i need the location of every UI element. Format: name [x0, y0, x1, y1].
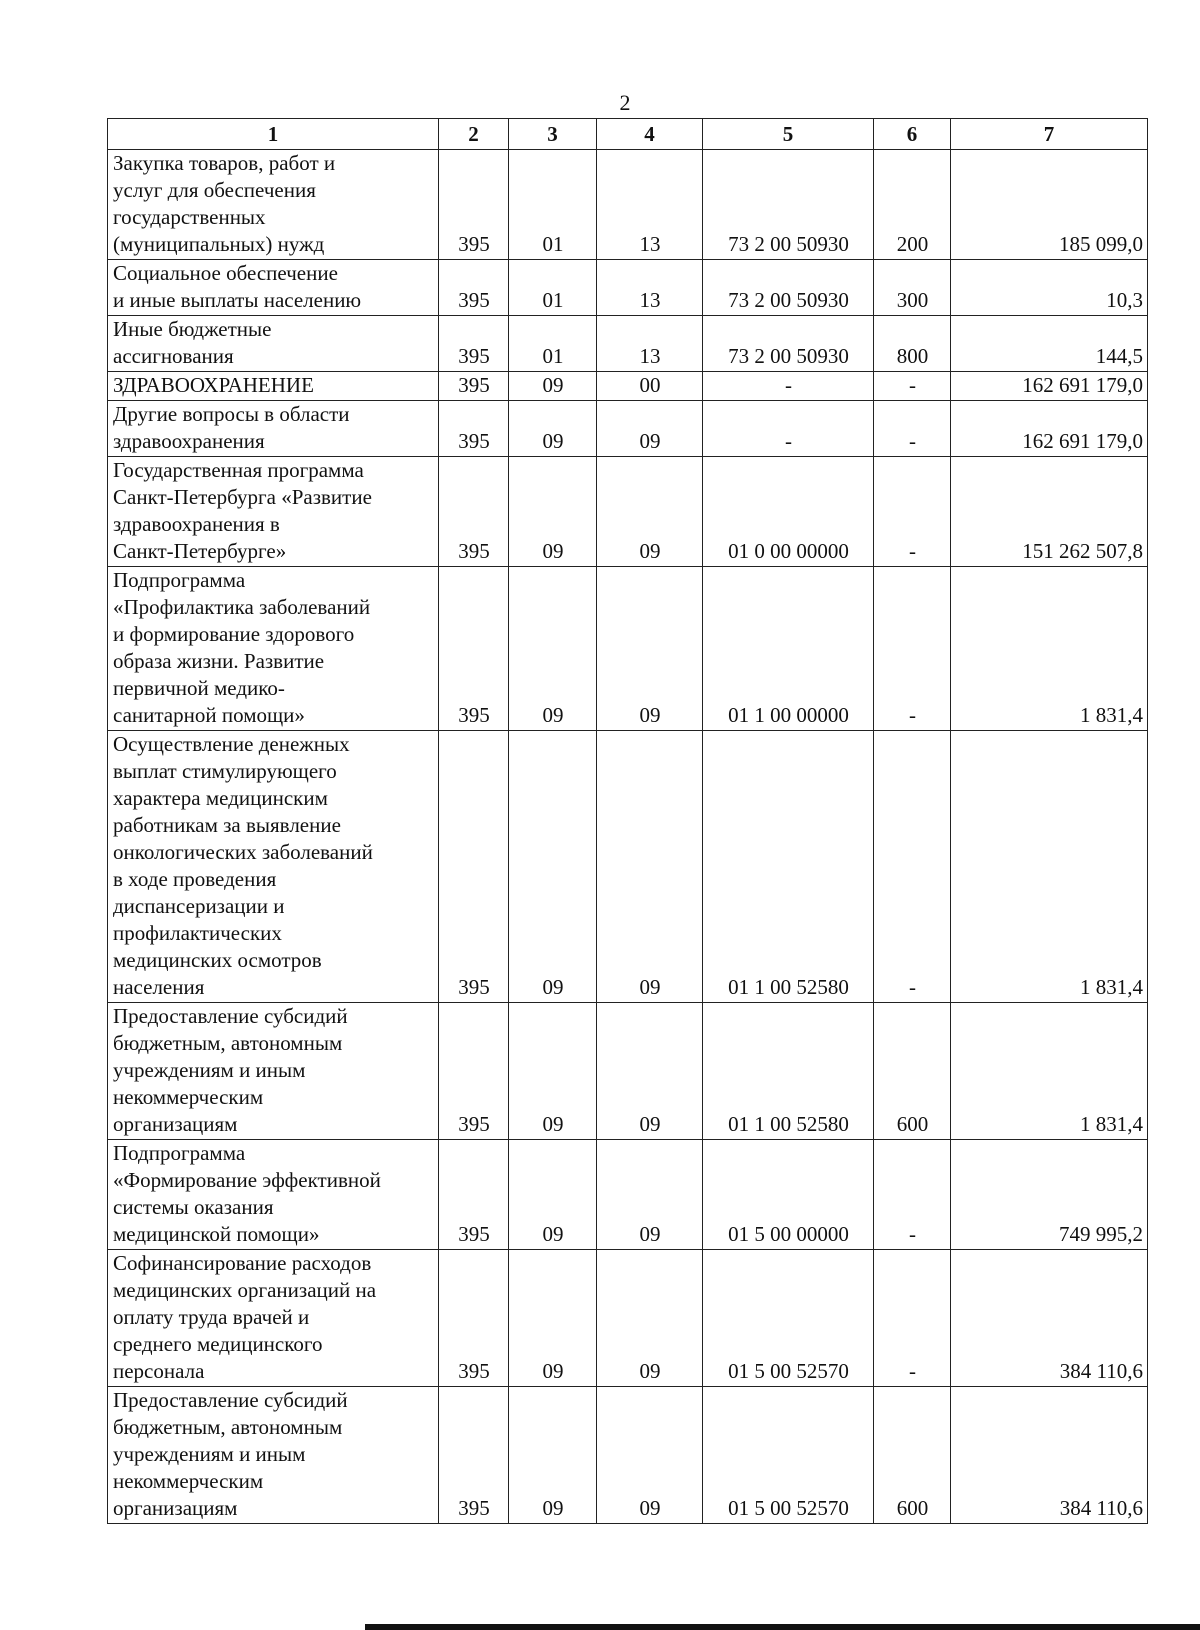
header-cell: 4	[597, 119, 703, 150]
target-article-cell: 01 5 00 52570	[703, 1387, 874, 1524]
section-code-cell: 09	[509, 1003, 597, 1140]
item-name-cell: Предоставление субсидий бюджетным, автономным учреждениям и иным некоммерческим организациям	[108, 1003, 439, 1140]
subsection-code-cell: 09	[597, 457, 703, 567]
chapter-code-cell: 395	[439, 260, 509, 316]
section-code-cell: 09	[509, 567, 597, 731]
expense-type-cell: -	[874, 401, 951, 457]
chapter-code-cell: 395	[439, 1140, 509, 1250]
subsection-code-cell: 09	[597, 1387, 703, 1524]
expense-type-cell: -	[874, 567, 951, 731]
amount-cell: 749 995,2	[951, 1140, 1148, 1250]
chapter-code-cell: 395	[439, 1250, 509, 1387]
item-name-cell: Социальное обеспечение и иные выплаты населению	[108, 260, 439, 316]
section-code-cell: 01	[509, 316, 597, 372]
section-code-cell: 09	[509, 1250, 597, 1387]
chapter-code-cell: 395	[439, 150, 509, 260]
table-row	[108, 1250, 1148, 1387]
header-cell: 3	[509, 119, 597, 150]
table-row	[108, 260, 1148, 316]
budget-table	[107, 118, 1148, 1524]
expense-type-cell: -	[874, 1250, 951, 1387]
subsection-code-cell: 00	[597, 372, 703, 401]
table-row	[108, 316, 1148, 372]
target-article-cell: 01 1 00 00000	[703, 567, 874, 731]
table-row	[108, 1003, 1148, 1140]
item-name-cell: Подпрограмма «Профилактика заболеваний и формирование здорового образа жизни. Развитие первичной медико- санитарной помощи»	[108, 567, 439, 731]
table-row	[108, 150, 1148, 260]
section-code-cell: 09	[509, 372, 597, 401]
table-row	[108, 401, 1148, 457]
amount-cell: 162 691 179,0	[951, 401, 1148, 457]
expense-type-cell: -	[874, 731, 951, 1003]
item-name-cell: Софинансирование расходов медицинских организаций на оплату труда врачей и среднего медицинского персонала	[108, 1250, 439, 1387]
header-cell: 7	[951, 119, 1148, 150]
chapter-code-cell: 395	[439, 1387, 509, 1524]
table-row	[108, 731, 1148, 1003]
section-code-cell: 09	[509, 401, 597, 457]
header-cell: 6	[874, 119, 951, 150]
target-article-cell: 01 1 00 52580	[703, 1003, 874, 1140]
expense-type-cell: -	[874, 372, 951, 401]
expense-type-cell: 600	[874, 1387, 951, 1524]
target-article-cell: 73 2 00 50930	[703, 260, 874, 316]
subsection-code-cell: 09	[597, 731, 703, 1003]
chapter-code-cell: 395	[439, 731, 509, 1003]
section-code-cell: 01	[509, 150, 597, 260]
amount-cell: 384 110,6	[951, 1250, 1148, 1387]
amount-cell: 151 262 507,8	[951, 457, 1148, 567]
page-number: 2	[619, 90, 631, 115]
amount-cell: 185 099,0	[951, 150, 1148, 260]
item-name-cell: Государственная программа Санкт-Петербурга «Развитие здравоохранения в Санкт-Петербурге»	[108, 457, 439, 567]
section-code-cell: 09	[509, 457, 597, 567]
expense-type-cell: 600	[874, 1003, 951, 1140]
target-article-cell: 01 1 00 52580	[703, 731, 874, 1003]
table-row	[108, 372, 1148, 401]
item-name-cell: ЗДРАВООХРАНЕНИЕ	[108, 372, 439, 401]
amount-cell: 1 831,4	[951, 1003, 1148, 1140]
table-row	[108, 457, 1148, 567]
subsection-code-cell: 09	[597, 1250, 703, 1387]
table-body	[108, 150, 1148, 1524]
table-header-row	[108, 119, 1148, 150]
subsection-code-cell: 13	[597, 150, 703, 260]
table-row	[108, 1140, 1148, 1250]
item-name-cell: Иные бюджетные ассигнования	[108, 316, 439, 372]
subsection-code-cell: 13	[597, 316, 703, 372]
subsection-code-cell: 13	[597, 260, 703, 316]
item-name-cell: Предоставление субсидий бюджетным, автономным учреждениям и иным некоммерческим организациям	[108, 1387, 439, 1524]
amount-cell: 162 691 179,0	[951, 372, 1148, 401]
amount-cell: 1 831,4	[951, 731, 1148, 1003]
amount-cell: 144,5	[951, 316, 1148, 372]
chapter-code-cell: 395	[439, 401, 509, 457]
subsection-code-cell: 09	[597, 1140, 703, 1250]
item-name-cell: Закупка товаров, работ и услуг для обеспечения государственных (муниципальных) нужд	[108, 150, 439, 260]
expense-type-cell: 200	[874, 150, 951, 260]
bottom-edge-rule	[365, 1624, 1200, 1630]
subsection-code-cell: 09	[597, 401, 703, 457]
target-article-cell: 73 2 00 50930	[703, 316, 874, 372]
chapter-code-cell: 395	[439, 372, 509, 401]
section-code-cell: 09	[509, 1387, 597, 1524]
expense-type-cell: -	[874, 457, 951, 567]
chapter-code-cell: 395	[439, 457, 509, 567]
chapter-code-cell: 395	[439, 1003, 509, 1140]
chapter-code-cell: 395	[439, 567, 509, 731]
target-article-cell: 73 2 00 50930	[703, 150, 874, 260]
expense-type-cell: -	[874, 1140, 951, 1250]
target-article-cell: -	[703, 372, 874, 401]
amount-cell: 1 831,4	[951, 567, 1148, 731]
subsection-code-cell: 09	[597, 567, 703, 731]
chapter-code-cell: 395	[439, 316, 509, 372]
amount-cell: 384 110,6	[951, 1387, 1148, 1524]
header-cell: 1	[108, 119, 439, 150]
amount-cell: 10,3	[951, 260, 1148, 316]
expense-type-cell: 300	[874, 260, 951, 316]
target-article-cell: -	[703, 401, 874, 457]
item-name-cell: Осуществление денежных выплат стимулирующего характера медицинским работникам за выявление онкологических заболеваний в ходе проведения диспансеризации и профилактических медицинских осмотров населения	[108, 731, 439, 1003]
section-code-cell: 09	[509, 1140, 597, 1250]
target-article-cell: 01 5 00 52570	[703, 1250, 874, 1387]
table-row	[108, 1387, 1148, 1524]
target-article-cell: 01 0 00 00000	[703, 457, 874, 567]
header-cell: 5	[703, 119, 874, 150]
target-article-cell: 01 5 00 00000	[703, 1140, 874, 1250]
subsection-code-cell: 09	[597, 1003, 703, 1140]
item-name-cell: Другие вопросы в области здравоохранения	[108, 401, 439, 457]
item-name-cell: Подпрограмма «Формирование эффективной системы оказания медицинской помощи»	[108, 1140, 439, 1250]
header-cell: 2	[439, 119, 509, 150]
section-code-cell: 01	[509, 260, 597, 316]
section-code-cell: 09	[509, 731, 597, 1003]
expense-type-cell: 800	[874, 316, 951, 372]
table-row	[108, 567, 1148, 731]
